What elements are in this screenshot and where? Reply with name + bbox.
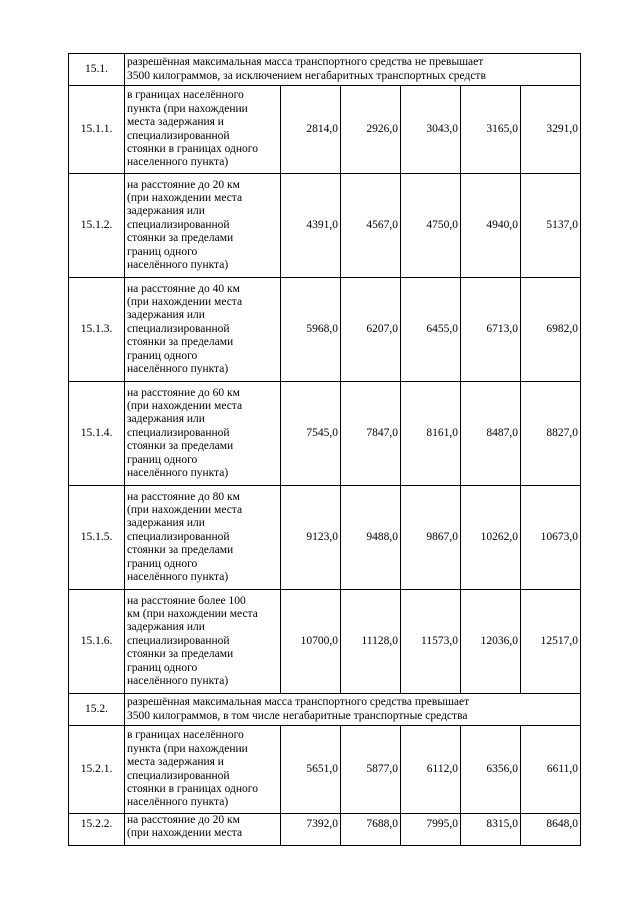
price-cell: 6611,0 [521, 726, 581, 814]
price-cell: 9488,0 [341, 486, 401, 590]
price-cell: 11573,0 [401, 590, 461, 694]
row-number: 15.2.1. [69, 726, 125, 814]
row-description: в границах населённого пункта (при нахождении места задержания и специализированной стоянки в границах одного населённого пункта) [125, 726, 281, 814]
price-cell: 3291,0 [521, 86, 581, 174]
table-row [69, 174, 581, 278]
price-cell: 7392,0 [281, 814, 341, 846]
price-cell: 8648,0 [521, 814, 581, 846]
price-cell: 6455,0 [401, 278, 461, 382]
row-description: на расстояние до 40 км (при нахождении места задержания или специализированной стоянки за пределами границ одного населённого пункта) [125, 278, 281, 382]
price-cell: 4750,0 [401, 174, 461, 278]
row-number: 15.1.3. [69, 278, 125, 382]
price-cell: 4940,0 [461, 174, 521, 278]
row-description: на расстояние более 100 км (при нахождении места задержания или специализированной стоянки за пределами границ одного населённого пункта) [125, 590, 281, 694]
price-cell: 7545,0 [281, 382, 341, 486]
tariff-table [68, 53, 581, 846]
price-cell: 8161,0 [401, 382, 461, 486]
row-description: в границах населённого пункта (при нахождении места задержания и специализированной стоянки в границах одного населенного пункта) [125, 86, 281, 174]
price-cell: 6207,0 [341, 278, 401, 382]
price-cell: 12036,0 [461, 590, 521, 694]
price-cell: 6713,0 [461, 278, 521, 382]
section-row [69, 54, 581, 86]
price-cell: 9867,0 [401, 486, 461, 590]
table-row [69, 486, 581, 590]
price-cell: 5137,0 [521, 174, 581, 278]
price-cell: 9123,0 [281, 486, 341, 590]
row-description: на расстояние до 80 км (при нахождении места задержания или специализированной стоянки за пределами границ одного населённого пункта) [125, 486, 281, 590]
price-cell: 10673,0 [521, 486, 581, 590]
price-cell: 11128,0 [341, 590, 401, 694]
table-row [69, 726, 581, 814]
price-cell: 7995,0 [401, 814, 461, 846]
table-row [69, 86, 581, 174]
section-row [69, 694, 581, 726]
price-cell: 10262,0 [461, 486, 521, 590]
price-cell: 3165,0 [461, 86, 521, 174]
price-cell: 8487,0 [461, 382, 521, 486]
price-cell: 8827,0 [521, 382, 581, 486]
price-cell: 6982,0 [521, 278, 581, 382]
table-row [69, 382, 581, 486]
price-cell: 2814,0 [281, 86, 341, 174]
price-cell: 4567,0 [341, 174, 401, 278]
price-cell: 3043,0 [401, 86, 461, 174]
section-heading: разрешённая максимальная масса транспортного средства превышает 3500 килограммов, в том числе негабаритные транспортные средства [125, 694, 581, 726]
section-number: 15.1. [69, 54, 125, 86]
price-cell: 6112,0 [401, 726, 461, 814]
section-heading: разрешённая максимальная масса транспортного средства не превышает 3500 килограммов, за исключением негабаритных транспортных средств [125, 54, 581, 86]
row-description: на расстояние до 20 км (при нахождении места задержания или специализированной стоянки за пределами границ одного населённого пункта) [125, 174, 281, 278]
row-number: 15.1.5. [69, 486, 125, 590]
price-cell: 2926,0 [341, 86, 401, 174]
row-number: 15.2.2. [69, 814, 125, 846]
price-cell: 10700,0 [281, 590, 341, 694]
price-cell: 5877,0 [341, 726, 401, 814]
row-number: 15.1.1. [69, 86, 125, 174]
table-row [69, 814, 581, 846]
price-cell: 7688,0 [341, 814, 401, 846]
price-cell: 5651,0 [281, 726, 341, 814]
section-number: 15.2. [69, 694, 125, 726]
price-cell: 8315,0 [461, 814, 521, 846]
price-cell: 6356,0 [461, 726, 521, 814]
row-number: 15.1.4. [69, 382, 125, 486]
price-cell: 12517,0 [521, 590, 581, 694]
row-description: на расстояние до 60 км (при нахождении места задержания или специализированной стоянки за пределами границ одного населённого пункта) [125, 382, 281, 486]
price-cell: 7847,0 [341, 382, 401, 486]
row-number: 15.1.6. [69, 590, 125, 694]
row-number: 15.1.2. [69, 174, 125, 278]
table-row [69, 590, 581, 694]
price-cell: 5968,0 [281, 278, 341, 382]
price-cell: 4391,0 [281, 174, 341, 278]
row-description: на расстояние до 20 км (при нахождении места [125, 814, 281, 846]
table-row [69, 278, 581, 382]
